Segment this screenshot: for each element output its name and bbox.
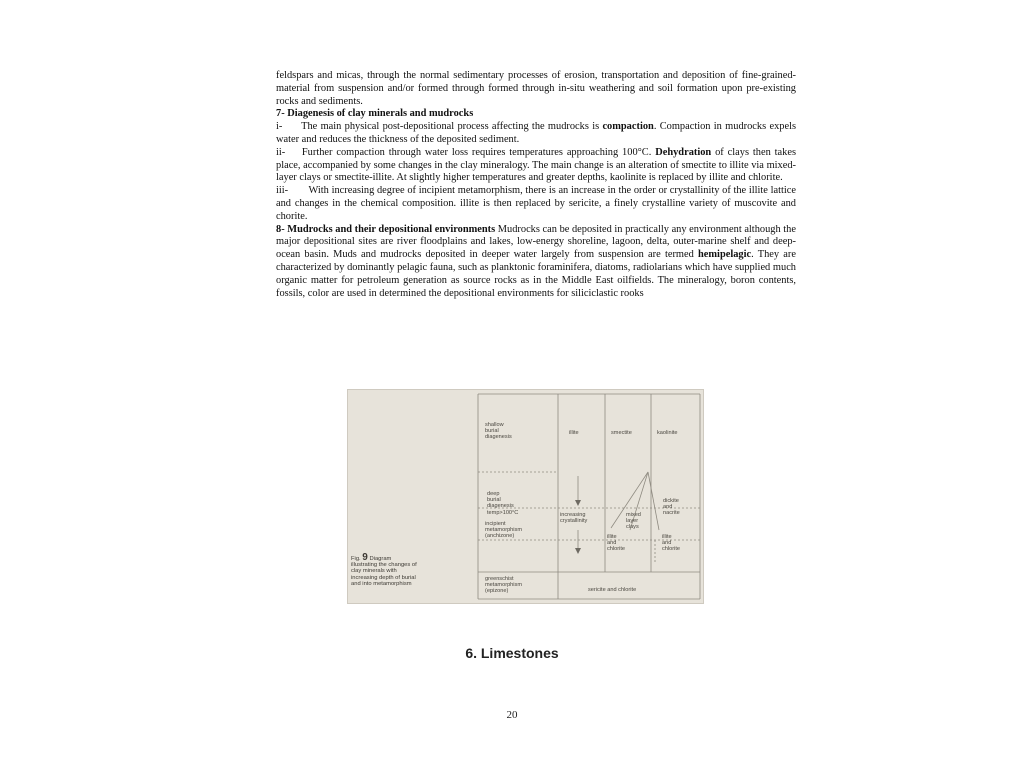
- caption-description: illustrating the changes of clay minerals with increasing depth of burial and into metamorphism: [351, 562, 417, 587]
- section-8-text-after: . They are characterized by dominantly pelagic fauna, such as planktonic foraminifera, diatoms, radiolarians which have supplied much organic matter for petroleum generation as source rocks as in the Middle East oilfields. The mineralogy, boron contents, fossils, color are used in determined the depositional environments for siliciclastic rooks: [276, 249, 796, 299]
- list-item-ii: [276, 147, 796, 185]
- section-7-heading: 7- Diagenesis of clay minerals and mudrocks: [276, 108, 474, 120]
- figure-caption: [351, 552, 461, 587]
- list-item-iii-number: iii-: [276, 185, 289, 197]
- label-illite-chlorite-kaolinite: illite and chlorite: [662, 534, 681, 553]
- page-number: 20: [506, 709, 518, 721]
- list-item-i-number: i-: [276, 121, 283, 133]
- list-item-i-text-before: The main physical post-depositional process affecting the mudrocks is: [301, 121, 603, 133]
- label-incipient-metamorphism: incipient metamorphism (anchizone): [485, 521, 522, 540]
- label-shallow-burial: shallow burial diagenesis: [485, 422, 512, 441]
- section-title: 6. Limestones: [465, 645, 559, 661]
- document-body: [276, 70, 796, 300]
- caption-figure-number: 9: [362, 552, 368, 563]
- caption-word: Diagram: [369, 556, 392, 562]
- label-mixed-layer-clays: mixed layer clays: [626, 512, 641, 531]
- section-8-paragraph: [276, 224, 796, 301]
- section-8-heading: 8- Mudrocks and their depositional environments: [276, 223, 496, 235]
- column-illite: illite: [569, 430, 579, 436]
- list-item-i: [276, 121, 796, 147]
- section-8-bold: hemipelagic: [698, 249, 752, 261]
- list-item-i-bold: compaction: [602, 121, 654, 133]
- label-deep-burial: deep burial diagenesis temp>100°C: [487, 491, 519, 516]
- list-item-iii: [276, 185, 796, 223]
- list-item-i-text-after: . Compaction in mudrocks expels water and reduces the thickness of the deposited sediment.: [276, 121, 796, 145]
- label-greenschist-metamorphism: greenschist metamorphism (epizone): [485, 576, 522, 595]
- list-item-ii-text-after: of clays then takes place, accompanied by some changes in the clay mineralogy. The main change is an alteration of smectite to illite via mixed-layer clays or smectite-illite. At slightly higher temperatures and greater depths, kaolinite is replaced by illite and chlorite.: [276, 146, 796, 184]
- label-illite-chlorite-smectite: illite and chlorite: [607, 534, 626, 553]
- list-item-ii-number: ii-: [276, 146, 286, 158]
- figure-9-diagram: [347, 389, 704, 604]
- label-sericite-chlorite: sericite and chlorite: [588, 587, 637, 593]
- label-dickite-nacrite: dickite and nacrite: [663, 498, 680, 517]
- list-item-ii-bold: Dehydration: [655, 146, 712, 158]
- list-item-ii-text-before: Further compaction through water loss requires temperatures approaching 100°C.: [301, 146, 656, 158]
- column-smectite: smectite: [611, 430, 632, 436]
- label-increasing-crystallinity: increasing crystallinity: [560, 512, 588, 525]
- list-item-iii-text: With increasing degree of incipient metamorphism, there is an increase in the order or crystallinity of the illite lattice and changes in the chemical composition. illite is then replaced by sericite, a finely crystalline variety of muscovite and chorite.: [276, 185, 796, 222]
- intro-paragraph: feldspars and micas, through the normal sedimentary processes of erosion, transportation and deposition of fine-grained-material from suspension and/or formed through formed through in-situ weathering and soil formation upon pre-existing rocks and sediments.: [276, 70, 796, 107]
- column-kaolinite: kaolinite: [657, 430, 678, 436]
- section-8-text-before: Mudrocks can be deposited in practically any environment although the major depositional sites are river floodplains and lakes, low-energy shoreline, lagoon, delta, outer-marine shelf and deep-ocean basin. Muds and mudrocks deposited in deeper water largely from suspension are termed: [276, 223, 796, 261]
- caption-prefix: Fig.: [351, 556, 361, 562]
